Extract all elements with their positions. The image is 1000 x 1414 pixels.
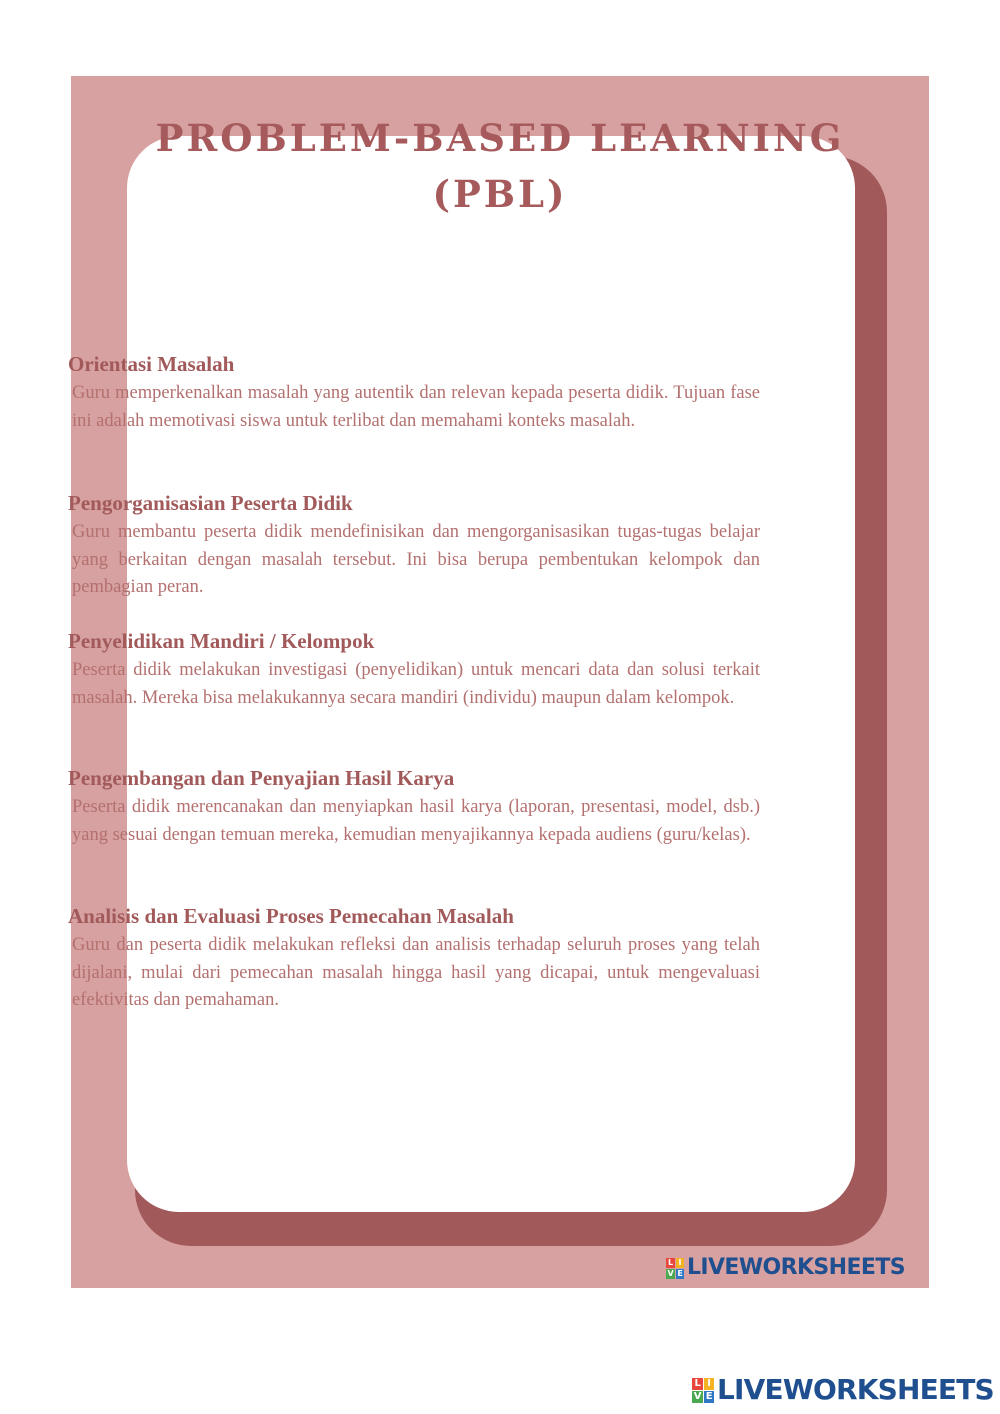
- title-line-1: PROBLEM-BASED LEARNING: [155, 116, 845, 160]
- section-penyelidikan: [68, 627, 760, 712]
- section-heading: Orientasi Masalah: [68, 352, 235, 376]
- liveworksheets-logo-icon: [666, 1258, 684, 1278]
- section-pengembangan: [68, 764, 760, 849]
- logo-tile: E: [704, 1391, 715, 1403]
- section-body: Guru memperkenalkan masalah yang autentik dan relevan kepada peserta didik. Tujuan fase ini adalah memotivasi siswa untuk terlibat dan memahami konteks masalah.: [72, 383, 760, 431]
- section-body: Guru dan peserta didik melakukan refleksi dan analisis terhadap seluruh proses yang telah dijalani, mulai dari pemecahan masalah hingga hasil yang dicapai, untuk mengevaluasi efektivitas dan pemahaman.: [72, 935, 760, 1010]
- section-orientasi-masalah: [68, 350, 760, 435]
- brand-name: LIVEWORKSHEETS: [717, 1373, 994, 1406]
- section-analisis-evaluasi: [68, 902, 760, 1015]
- liveworksheets-logo-outer: [692, 1373, 994, 1406]
- logo-tile: V: [667, 1268, 674, 1278]
- brand-name: LIVEWORKSHEETS: [687, 1255, 905, 1280]
- logo-tile: I: [676, 1258, 685, 1268]
- title-line-2: (PBL): [432, 172, 568, 216]
- section-body: Guru membantu peserta didik mendefinisikan dan mengorganisasikan tugas-tugas belajar yang berkaitan dengan masalah tersebut. Ini bisa berupa pembentukan kelompok dan pembagian peran.: [72, 522, 760, 597]
- section-heading: Penyelidikan Mandiri / Kelompok: [68, 629, 375, 653]
- logo-tile: I: [704, 1378, 715, 1390]
- logo-tile: V: [693, 1390, 701, 1402]
- logo-tile: L: [668, 1257, 673, 1267]
- page-title: [0, 110, 1000, 222]
- section-pengorganisasian: [68, 489, 760, 602]
- section-body: Peserta didik merencanakan dan menyiapkan hasil karya (laporan, presentasi, model, dsb.) yang sesuai dengan temuan mereka, kemudian menyajikannya kepada audiens (guru/kelas).: [72, 797, 760, 845]
- section-heading: Analisis dan Evaluasi Proses Pemecahan Masalah: [68, 904, 514, 928]
- section-heading: Pengorganisasian Peserta Didik: [68, 491, 353, 515]
- logo-tile: L: [692, 1378, 703, 1390]
- liveworksheets-logo-icon: [692, 1378, 714, 1402]
- logo-tile: E: [677, 1268, 683, 1278]
- section-body: Peserta didik melakukan investigasi (penyelidikan) untuk mencari data dan solusi terkait masalah. Mereka bisa melakukannya secara mandiri (individu) maupun dalam kelompok.: [72, 660, 760, 708]
- section-heading: Pengembangan dan Penyajian Hasil Karya: [68, 766, 455, 790]
- liveworksheets-logo-inner: [666, 1255, 905, 1280]
